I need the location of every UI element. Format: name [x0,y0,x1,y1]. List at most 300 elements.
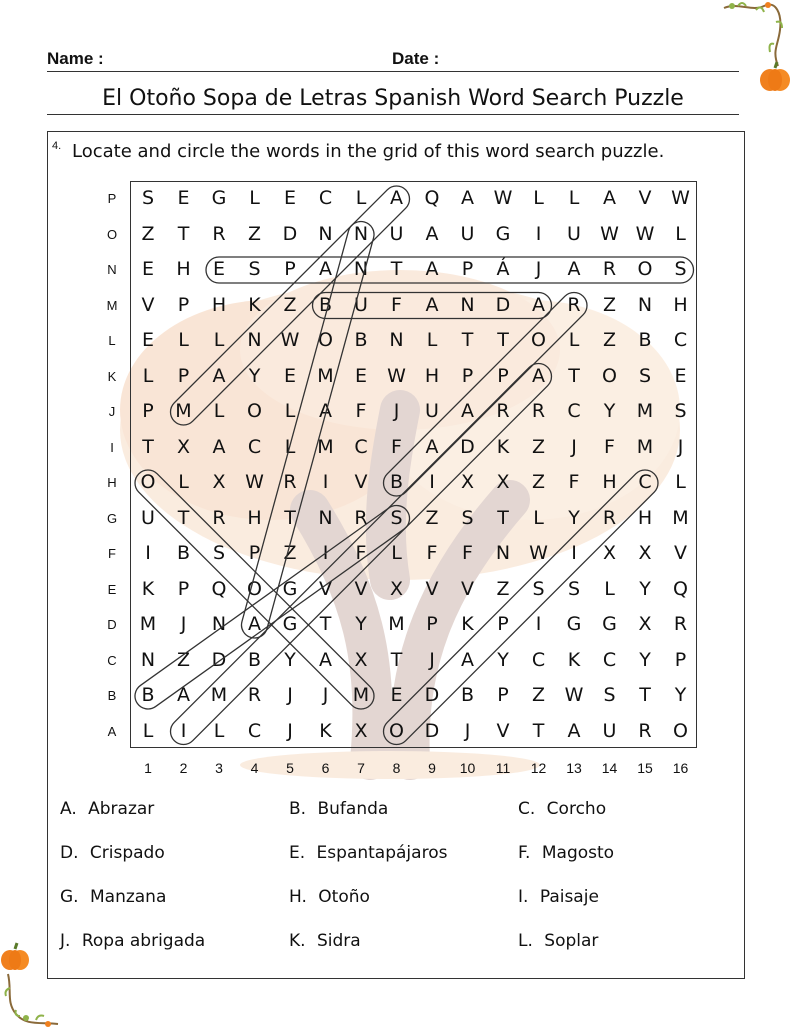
grid-cell: P [142,400,154,422]
grid-cell: C [354,435,368,458]
column-label: 3 [215,760,223,776]
grid-cell: D [424,719,440,742]
grid-cell: A [177,684,190,706]
grid-cell: A [212,435,226,458]
grid-cell: R [602,506,617,529]
grid-cell: O [247,577,262,600]
grid-cell: D [495,293,511,316]
grid-cell: U [389,222,404,245]
grid-cell: C [602,648,617,671]
word-letter: A. [60,799,77,819]
grid-cell: R [638,719,652,742]
row-label: K [107,368,117,384]
word-circle [165,358,557,750]
grid-cell: J [180,613,187,635]
grid-cell: G [602,613,617,635]
grid-cell: Y [639,577,651,600]
grid-cell: U [460,222,475,245]
grid-cell: H [247,506,262,529]
row-label: P [107,191,117,206]
grid-cell: L [142,364,154,387]
word-circle [165,181,415,431]
word-letter: B. [289,799,307,819]
grid-cell: C [567,400,581,422]
grid-cell: V [496,719,510,742]
row-label: B [107,688,117,703]
grid-cell: R [283,471,297,493]
grid-cell: V [674,542,687,564]
grid-cell: S [248,258,261,280]
grid-cell: K [141,577,155,600]
grid-cell: T [319,613,332,635]
grid-cell: B [389,471,404,493]
grid-cell: L [355,187,367,209]
grid-cell: O [389,719,404,742]
word-text: Espantapájaros [311,843,448,863]
grid-cell: I [322,471,329,493]
grid-cell: T [142,435,154,458]
grid-cell: L [604,577,615,600]
grid-cell: Y [497,648,509,671]
grid-cell: M [636,435,654,458]
grid-cell: S [532,577,545,600]
grid-cell: L [675,471,686,493]
grid-cell: T [497,506,509,529]
grid-cell: E [141,258,154,280]
grid-cell: T [284,506,296,529]
grid-cell: W [280,329,300,351]
grid-cell: P [248,542,261,564]
word-letter: F. [518,843,531,863]
grid-cell: J [464,719,471,742]
grid-cell: R [212,506,226,529]
word-letter: K. [289,931,306,951]
grid-cell: L [178,329,189,351]
grid-cell: L [142,719,154,742]
word-list-item [60,931,205,951]
column-label: 4 [250,760,259,776]
grid-cell: Y [639,648,651,671]
grid-cell: M [210,684,228,706]
word-text: Ropa abrigada [76,931,206,951]
grid-cell: P [177,293,190,316]
word-circle [378,465,663,750]
grid-cell: L [178,471,189,493]
word-list-item [518,887,599,907]
grid-cell: S [603,684,616,706]
row-label: M [106,297,118,313]
word-text: Abrazar [82,799,155,819]
word-text: Otoño [312,887,370,907]
grid-cell: C [673,329,688,351]
grid-cell: E [212,258,225,280]
grid-cell: Y [603,400,616,422]
grid-cell: E [283,364,296,387]
grid-cell: B [460,684,475,706]
grid-cell: A [532,364,545,387]
word-text: Crispado [84,843,165,863]
grid-cell: U [567,222,581,245]
grid-cell: S [567,577,581,600]
column-label: 1 [144,760,152,776]
word-letter: I. [518,887,529,907]
grid-cell: V [319,577,332,600]
grid-cell: T [568,364,580,387]
grid-cell: L [284,435,296,458]
grid-cell: L [426,329,438,351]
grid-cell: R [212,222,226,245]
grid-cell: S [461,506,474,529]
grid-cell: Y [674,684,687,706]
grid-cell: C [247,435,262,458]
grid-cell: W [671,187,690,209]
grid-cell: J [393,400,400,422]
grid-cell: I [535,222,542,245]
grid-cell: A [390,187,403,209]
grid-cell: W [635,222,655,245]
grid-cell: O [247,400,262,422]
column-label: 12 [530,760,547,776]
grid-cell: E [674,364,687,387]
grid-cell: A [425,293,439,316]
word-circle [130,465,380,715]
grid-cell: P [177,577,190,600]
grid-cell: O [602,364,617,387]
grid-cell: O [318,329,333,351]
word-circle [378,287,592,501]
grid-cell: F [426,542,438,564]
word-letter: G. [60,887,79,907]
grid-cell: Y [248,364,261,387]
grid-cell: V [461,577,474,600]
word-list-item [289,843,447,863]
row-label: C [107,652,117,668]
grid-cell: W [387,364,406,387]
row-label: L [108,333,116,348]
grid-cell: A [461,187,474,209]
grid-cell: X [389,577,404,600]
grid-cell: G [282,577,298,600]
grid-cell: E [141,329,154,351]
grid-cell: K [248,293,261,316]
word-list-item [289,931,361,951]
grid-cell: P [497,684,509,706]
grid-cell: U [425,400,439,422]
grid-cell: P [177,364,190,387]
grid-cell: P [674,648,687,671]
grid-cell: Z [602,293,617,316]
grid-cell: G [566,613,582,635]
grid-cell: L [675,222,686,245]
grid-cell: X [354,719,368,742]
grid-cell: X [638,542,652,564]
grid-cell: F [355,542,367,564]
grid-cell: N [247,329,262,351]
grid-cell: P [497,613,509,635]
grid-cell: D [424,684,440,706]
grid-cell: H [602,471,617,493]
grid-cell: M [175,400,192,422]
grid-cell: A [567,719,581,742]
grid-cell: L [213,329,225,351]
grid-cell: A [425,435,439,458]
grid-cell: J [677,435,684,458]
word-text: Soplar [538,931,599,951]
word-letter: C. [518,799,536,819]
word-list-item [289,799,388,819]
grid-cell: L [284,400,296,422]
row-label: G [106,510,118,526]
column-label: 2 [179,760,188,776]
grid-cell: X [496,471,510,493]
grid-cell: X [354,648,368,671]
grid-cell: S [141,187,155,209]
grid-cell: D [460,435,475,458]
grid-cell: Z [496,577,510,600]
grid-cell: M [636,400,654,422]
grid-cell: L [568,187,580,209]
word-circle [313,293,552,319]
column-label: 11 [495,760,511,776]
grid-cell: J [571,435,577,458]
page-title: El Otoño Sopa de Letras Spanish Word Search Puzzle [102,86,684,111]
instruction-text: Locate and circle the words in the grid of this word search puzzle. [72,141,665,162]
grid-cell: L [213,719,225,742]
grid-cell: F [568,471,580,493]
grid-cell: B [176,542,191,564]
grid-cell: H [176,258,191,280]
grid-cell: B [247,648,262,671]
grid-cell: Q [211,577,227,600]
column-label: 9 [428,760,436,776]
grid-cell: M [352,684,370,706]
grid-cell: L [213,400,225,422]
column-label: 10 [459,760,476,776]
grid-cell: H [673,293,688,316]
grid-cell: U [141,506,155,529]
row-label: A [107,723,117,739]
grid-cell: N [495,542,511,564]
grid-cell: A [319,258,332,280]
grid-cell: T [532,719,545,742]
grid-cell: L [249,187,260,209]
grid-cell: T [497,329,509,351]
grid-cell: D [282,222,298,245]
grid-cell: W [529,542,548,564]
grid-cell: A [425,222,439,245]
column-label: 13 [566,760,582,776]
word-text: Sidra [311,931,361,951]
grid-cell: O [531,329,546,351]
grid-cell: R [673,613,688,635]
grid-cell: I [429,471,435,493]
grid-cell: T [639,684,651,706]
grid-cell: R [354,506,368,529]
row-label: N [107,262,117,277]
grid-cell: V [638,187,652,209]
grid-cell: T [461,329,474,351]
grid-cell: T [177,222,190,245]
grid-cell: A [319,400,332,422]
grid-cell: P [497,364,509,387]
grid-cell: A [567,258,581,280]
row-label: E [107,581,117,597]
grid-cell: Y [568,506,580,529]
grid-cell: R [602,258,617,280]
grid-cell: M [317,435,334,458]
grid-cell: N [353,258,369,280]
word-text: Paisaje [534,887,599,907]
grid-cell: U [602,719,617,742]
grid-cell: E [283,187,296,209]
column-label: 14 [601,760,618,776]
row-label: D [107,617,117,632]
grid-cell: I [571,542,577,564]
grid-cell: L [533,187,544,209]
column-label: 7 [357,760,365,776]
grid-cell: Z [531,684,546,706]
grid-cell: S [390,506,403,529]
grid-cell: Z [531,471,546,493]
grid-cell: K [567,648,581,671]
grid-cell: A [461,648,474,671]
row-label: I [110,439,114,455]
word-letter: H. [289,887,307,907]
word-list-item [518,931,598,951]
grid-cell: S [674,258,687,280]
grid-cell: Z [247,222,262,245]
grid-cell: U [354,293,368,316]
grid-cell: C [531,648,546,671]
grid-cell: R [567,293,581,316]
grid-cell: V [425,577,439,600]
grid-cell: W [493,187,513,209]
grid-cell: N [637,293,653,316]
grid-cell: Q [673,577,688,600]
word-letter: J. [60,931,71,951]
grid-cell: I [180,719,187,742]
name-label: Name : [47,49,104,68]
grid-cell: H [424,364,440,387]
grid-cell: K [461,613,474,635]
grid-cell: T [390,648,403,671]
grid-cell: R [247,684,262,706]
row-label: F [108,546,116,561]
grid-cell: O [673,719,688,742]
grid-cell: S [638,364,652,387]
grid-cell: M [388,613,405,635]
grid-cell: J [535,258,542,280]
word-text: Corcho [541,799,607,819]
word-text: Manzana [84,887,167,907]
grid-cell: C [247,719,262,742]
grid-cell: J [322,684,329,706]
grid-cell: K [496,435,510,458]
grid-cell: X [460,471,475,493]
word-list-item [518,843,614,863]
grid-cell: L [391,542,402,564]
grid-cell: Á [496,258,510,280]
grid-cell: Z [425,506,439,529]
grid-cell: O [637,258,653,280]
date-label: Date : [392,49,440,68]
grid-cell: N [318,222,333,245]
grid-cell: C [318,187,333,209]
grid-cell: S [212,542,226,564]
word-list-item [60,799,154,819]
column-label: 16 [672,760,689,776]
grid-cell: I [145,542,151,564]
grid-cell: A [425,258,439,280]
grid-cell: P [461,364,474,387]
grid-cell: F [462,542,473,564]
grid-cell: N [211,613,227,635]
grid-cell: Z [531,435,546,458]
grid-cell: F [391,435,402,458]
row-label: J [108,404,116,419]
grid-cell: X [176,435,191,458]
grid-cell: J [287,719,293,742]
grid-cell: K [319,719,332,742]
grid-cell: P [426,613,438,635]
grid-cell: A [603,187,616,209]
word-text: Bufanda [312,799,389,819]
grid-cell: Q [424,187,440,209]
word-letter: D. [60,843,79,863]
grid-cell: A [319,648,332,671]
grid-cell: B [318,293,333,316]
word-list-item [60,843,165,863]
grid-cell: J [429,648,435,671]
word-circle [206,257,694,283]
grid-cell: V [141,293,155,316]
grid-cell: X [602,542,617,564]
row-label: H [107,475,117,490]
grid-cell: E [390,684,403,706]
question-number: 4. [52,140,62,152]
word-letter: L. [518,931,533,951]
grid-cell: N [353,222,369,245]
grid-cell: X [638,613,652,635]
grid-cell: X [212,471,226,493]
word-text: Magosto [536,843,615,863]
grid-cell: C [638,471,652,493]
grid-cell: F [355,400,367,422]
grid-cell: Z [602,329,617,351]
column-label: 5 [286,760,294,776]
grid-cell: P [284,258,296,280]
grid-cell: A [461,400,474,422]
grid-cell: I [322,542,329,564]
word-letter: E. [289,843,306,863]
grid-cell: W [600,222,619,245]
grid-cell: B [638,329,652,351]
grid-cell: M [317,364,334,387]
grid-cell: N [389,329,404,351]
grid-cell: T [390,258,403,280]
grid-cell: L [568,329,580,351]
grid-cell: Z [141,222,155,245]
grid-cell: V [354,577,368,600]
grid-cell: G [282,613,298,635]
grid-cell: Z [176,648,191,671]
grid-cell: Y [284,648,296,671]
grid-cell: O [140,471,156,493]
grid-cell: D [211,648,227,671]
grid-cell: H [637,506,653,529]
grid-cell: T [177,506,190,529]
word-list-item [60,887,166,907]
